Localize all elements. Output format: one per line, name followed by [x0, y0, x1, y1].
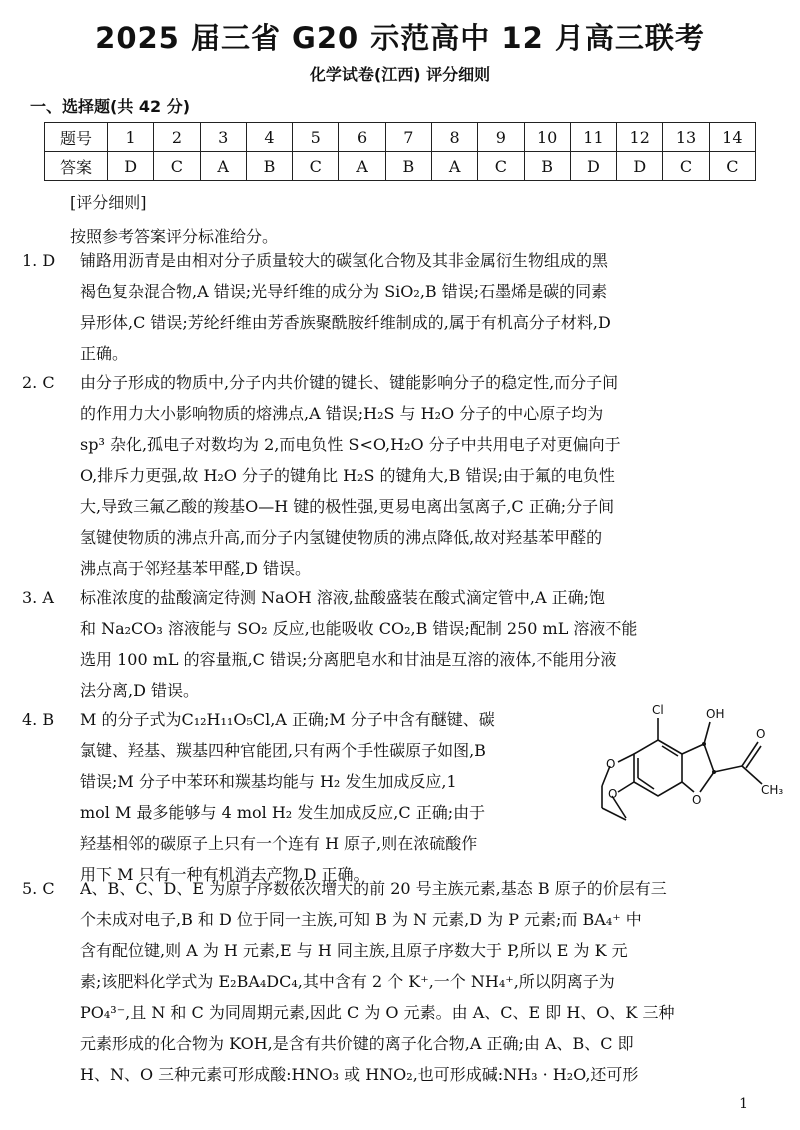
answer-cell: D [570, 152, 616, 181]
item-number: 2. C [22, 373, 55, 392]
item-line: 由分子形成的物质中,分子内共价键的键长、键能影响分子的稳定性,而分子间 [80, 373, 619, 392]
item-line: 含有配位键,则 A 为 H 元素,E 与 H 同主族,且原子序数大于 P,所以 E 为 K 元 [80, 941, 628, 960]
rubric-text: 按照参考答案评分标准给分。 [70, 227, 279, 246]
question-number: 13 [663, 123, 709, 152]
explanation-item-5 [22, 873, 774, 1090]
item-number: 3. A [22, 588, 54, 607]
item-line: 法分离,D 错误。 [80, 681, 200, 700]
item-line: A、B、C、D、E 为原子序数依次增大的前 20 号主族元素,基态 B 原子的价层有三 [80, 879, 667, 898]
question-number: 1 [108, 123, 154, 152]
rubric-label: [评分细则] [70, 193, 147, 212]
item-line: 氯键、羟基、羰基四种官能团,只有两个手性碳原子如图,B [80, 741, 486, 760]
item-line: mol M 最多能够与 4 mol H₂ 发生加成反应,C 正确;由于 [80, 803, 486, 822]
page-title: 2025 届三省 G20 示范高中 12 月高三联考 [95, 21, 705, 55]
question-number: 4 [246, 123, 292, 152]
answer-cell: C [154, 152, 200, 181]
answer-cell: B [246, 152, 292, 181]
item-line: 氢键使物质的沸点升高,而分子内氢键使物质的沸点降低,故对羟基苯甲醛的 [80, 528, 603, 547]
item-line: 选用 100 mL 的容量瓶,C 错误;分离肥皂水和甘油是互溶的液体,不能用分液 [80, 650, 617, 669]
item-line: 元素形成的化合物为 KOH,是含有共价键的离子化合物,A 正确;由 A、B、C 即 [80, 1034, 634, 1053]
page-number: 1 [739, 1096, 748, 1112]
answer-cell: C [709, 152, 755, 181]
question-number: 11 [570, 123, 616, 152]
answer-cell: A [339, 152, 385, 181]
answer-cell: A [431, 152, 477, 181]
item-line: M 的分子式为C₁₂H₁₁O₅Cl,A 正确;M 分子中含有醚键、碳 [80, 710, 495, 729]
question-number-row [45, 123, 756, 152]
answer-cell: D [617, 152, 663, 181]
item-line: 错误;M 分子中苯环和羰基均能与 H₂ 发生加成反应,1 [80, 772, 457, 791]
chiral-carbon-dot [712, 770, 716, 774]
explanation-item-1 [22, 245, 774, 369]
question-number: 9 [478, 123, 524, 152]
item-line: 羟基相邻的碳原子上只有一个连有 H 原子,则在浓硫酸作 [80, 834, 478, 853]
page-subtitle: 化学试卷(江西) 评分细则 [309, 65, 491, 84]
item-line: 大,导致三氟乙酸的羧基O—H 键的极性强,更易电离出氢离子,C 正确;分子间 [80, 497, 615, 516]
label-dioxane-o-bottom: O [608, 787, 618, 801]
answer-cell: D [108, 152, 154, 181]
label-furan-o: O [692, 793, 702, 807]
question-number: 8 [431, 123, 477, 152]
benzene-ring [634, 740, 682, 796]
section-heading: 一、选择题(共 42 分) [30, 97, 191, 116]
item-line: 铺路用沥青是由相对分子质量较大的碳氢化合物及其非金属衍生物组成的黑 [80, 251, 609, 270]
item-line: 素;该肥料化学式为 E₂BA₄DC₄,其中含有 2 个 K⁺,一个 NH₄⁺,所以阴离子为 [80, 972, 615, 991]
item-line: 褐色复杂混合物,A 错误;光导纤维的成分为 SiO₂,B 错误;石墨烯是碳的同素 [80, 282, 608, 301]
label-cl: Cl [652, 703, 664, 717]
question-number: 2 [154, 123, 200, 152]
label-dioxane-o-top: O [606, 757, 616, 771]
answer-cell: A [200, 152, 246, 181]
question-number: 10 [524, 123, 570, 152]
answer-cell: C [293, 152, 339, 181]
answer-cell: C [478, 152, 524, 181]
answer-table [44, 122, 756, 181]
question-number: 7 [385, 123, 431, 152]
item-line: PO₄³⁻,且 N 和 C 为同周期元素,因此 C 为 O 元素。由 A、C、E 即 H、O、K 三种 [80, 1003, 675, 1022]
item-line: 正确。 [80, 344, 129, 363]
answer-row [45, 152, 756, 181]
item-line: 和 Na₂CO₃ 溶液能与 SO₂ 反应,也能吸收 CO₂,B 错误;配制 250 mL 溶液不能 [80, 619, 638, 638]
answer-cell: C [663, 152, 709, 181]
question-number: 3 [200, 123, 246, 152]
item-number: 4. B [22, 710, 55, 729]
row-label-answer: 答案 [45, 152, 108, 181]
answer-cell: B [385, 152, 431, 181]
item-number: 1. D [22, 251, 56, 270]
explanation-item-2 [22, 367, 774, 584]
item-line: 的作用力大小影响物质的熔沸点,A 错误;H₂S 与 H₂O 分子的中心原子均为 [80, 404, 604, 423]
item-line: 个未成对电子,B 和 D 位于同一主族,可知 B 为 N 元素,D 为 P 元素;而 BA₄⁺ 中 [80, 910, 642, 929]
item-line: 异形体,C 错误;芳纶纤维由芳香族聚酰胺纤维制成的,属于有机高分子材料,D [80, 313, 611, 332]
question-number: 5 [293, 123, 339, 152]
item-line: O,排斥力更强,故 H₂O 分子的键角比 H₂S 的键角大,B 错误;由于氟的电负性 [80, 466, 615, 485]
chiral-carbon-dot [702, 742, 706, 746]
molecule-structure-diagram [596, 688, 786, 848]
answer-cell: B [524, 152, 570, 181]
question-number: 14 [709, 123, 755, 152]
item-line: 标准浓度的盐酸滴定待测 NaOH 溶液,盐酸盛装在酸式滴定管中,A 正确;饱 [80, 588, 605, 607]
item-number: 5. C [22, 879, 55, 898]
item-line: 沸点高于邻羟基苯甲醛,D 错误。 [80, 559, 312, 578]
row-label-number: 题号 [45, 123, 108, 152]
question-number: 6 [339, 123, 385, 152]
item-line: 用下 M 只有一种有机消去产物,D 正确。 [80, 865, 370, 884]
item-line: H、N、O 三种元素可形成酸:HNO₃ 或 HNO₂,也可形成碱:NH₃ · H₂O,还可形 [80, 1065, 639, 1084]
label-oh: OH [706, 707, 725, 721]
item-line: sp³ 杂化,孤电子对数均为 2,而电负性 S<O,H₂O 分子中共用电子对更偏向于 [80, 435, 621, 454]
label-carbonyl-o: O [756, 727, 766, 741]
question-number: 12 [617, 123, 663, 152]
label-ch3: CH₃ [761, 783, 784, 797]
